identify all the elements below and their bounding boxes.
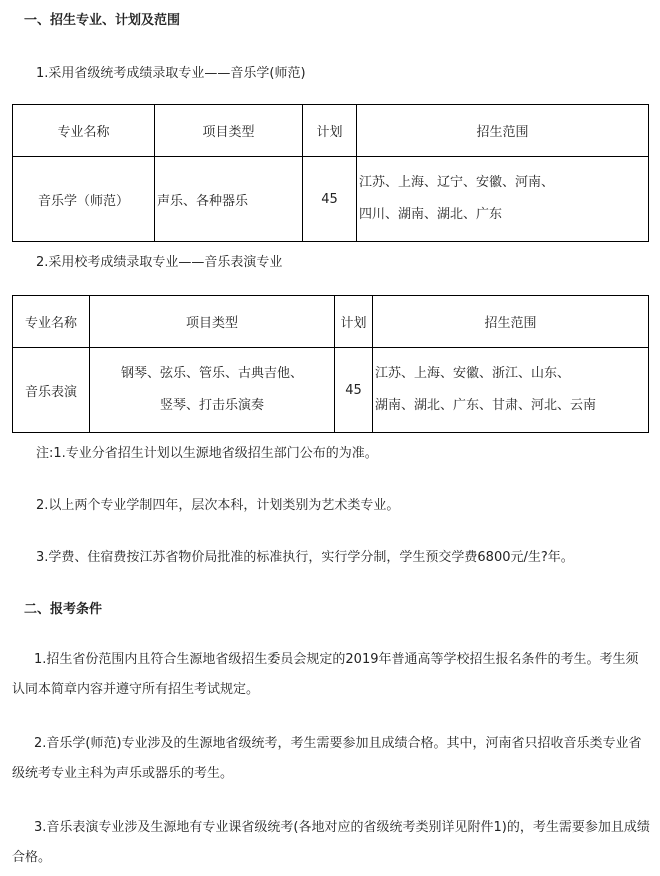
type-line: 钢琴、弦乐、管乐、古典吉他、 — [120, 366, 303, 381]
header-type: 项目类型 — [155, 105, 303, 157]
range-line: 江苏、上海、安徽、浙江、山东、 — [375, 366, 571, 381]
range-line: 湖南、湖北、广东、甘肃、河北、云南 — [375, 398, 597, 413]
condition-2 — [12, 729, 652, 789]
condition-1 — [12, 645, 652, 705]
section1-heading: 一、招生专业、计划及范围 — [24, 13, 181, 28]
condition-3-line: 3.音乐表演专业涉及生源地有专业课省级统考(各地对应的省级统考类别详见附件1)的，考生需要参加且成绩 — [34, 820, 650, 835]
table-music-performance — [12, 295, 649, 433]
note-3: 3.学费、住宿费按江苏省物价局批准的标准执行，实行学分制，学生预交学费6800元/生?年。 — [36, 550, 574, 565]
header-plan: 计划 — [303, 105, 357, 157]
cell-range — [357, 157, 649, 242]
note-2: 2.以上两个专业学制四年，层次本科，计划类别为艺术类专业。 — [36, 498, 400, 513]
condition-2-line: 级统考专业主科为声乐或器乐的考生。 — [12, 766, 234, 781]
intro-music-education: 1.采用省级统考成绩录取专业——音乐学(师范) — [36, 66, 306, 81]
cell-type: 声乐、各种器乐 — [155, 157, 303, 242]
cell-major: 音乐学（师范） — [13, 157, 155, 242]
header-range: 招生范围 — [373, 296, 649, 348]
range-line: 四川、湖南、湖北、广东 — [359, 207, 503, 222]
header-range: 招生范围 — [357, 105, 649, 157]
table-header-row — [13, 296, 649, 348]
table-row — [13, 348, 649, 433]
cell-plan: 45 — [303, 157, 357, 242]
cell-range — [373, 348, 649, 433]
section2-heading: 二、报考条件 — [24, 602, 103, 617]
table-header-row — [13, 105, 649, 157]
header-major: 专业名称 — [13, 105, 155, 157]
note-1: 注:1.专业分省招生计划以生源地省级招生部门公布的为准。 — [36, 446, 378, 461]
type-line: 竖琴、打击乐演奏 — [159, 398, 264, 413]
table-music-education — [12, 104, 649, 242]
table-row — [13, 157, 649, 242]
condition-1-line: 1.招生省份范围内且符合生源地省级招生委员会规定的2019年普通高等学校招生报名条件的考生。考生须 — [34, 652, 639, 667]
condition-3-line: 合格。 — [12, 850, 52, 865]
condition-3 — [12, 813, 652, 873]
intro-music-performance: 2.采用校考成绩录取专业——音乐表演专业 — [36, 255, 283, 270]
header-plan: 计划 — [335, 296, 373, 348]
cell-type — [90, 348, 335, 433]
condition-1-line: 认同本简章内容并遵守所有招生考试规定。 — [12, 682, 260, 697]
header-major: 专业名称 — [13, 296, 90, 348]
range-line: 江苏、上海、辽宁、安徽、河南、 — [359, 175, 555, 190]
cell-plan: 45 — [335, 348, 373, 433]
condition-2-line: 2.音乐学(师范)专业涉及的生源地省级统考，考生需要参加且成绩合格。其中，河南省只招收音乐类专业省 — [34, 736, 642, 751]
cell-major: 音乐表演 — [13, 348, 90, 433]
header-type: 项目类型 — [90, 296, 335, 348]
